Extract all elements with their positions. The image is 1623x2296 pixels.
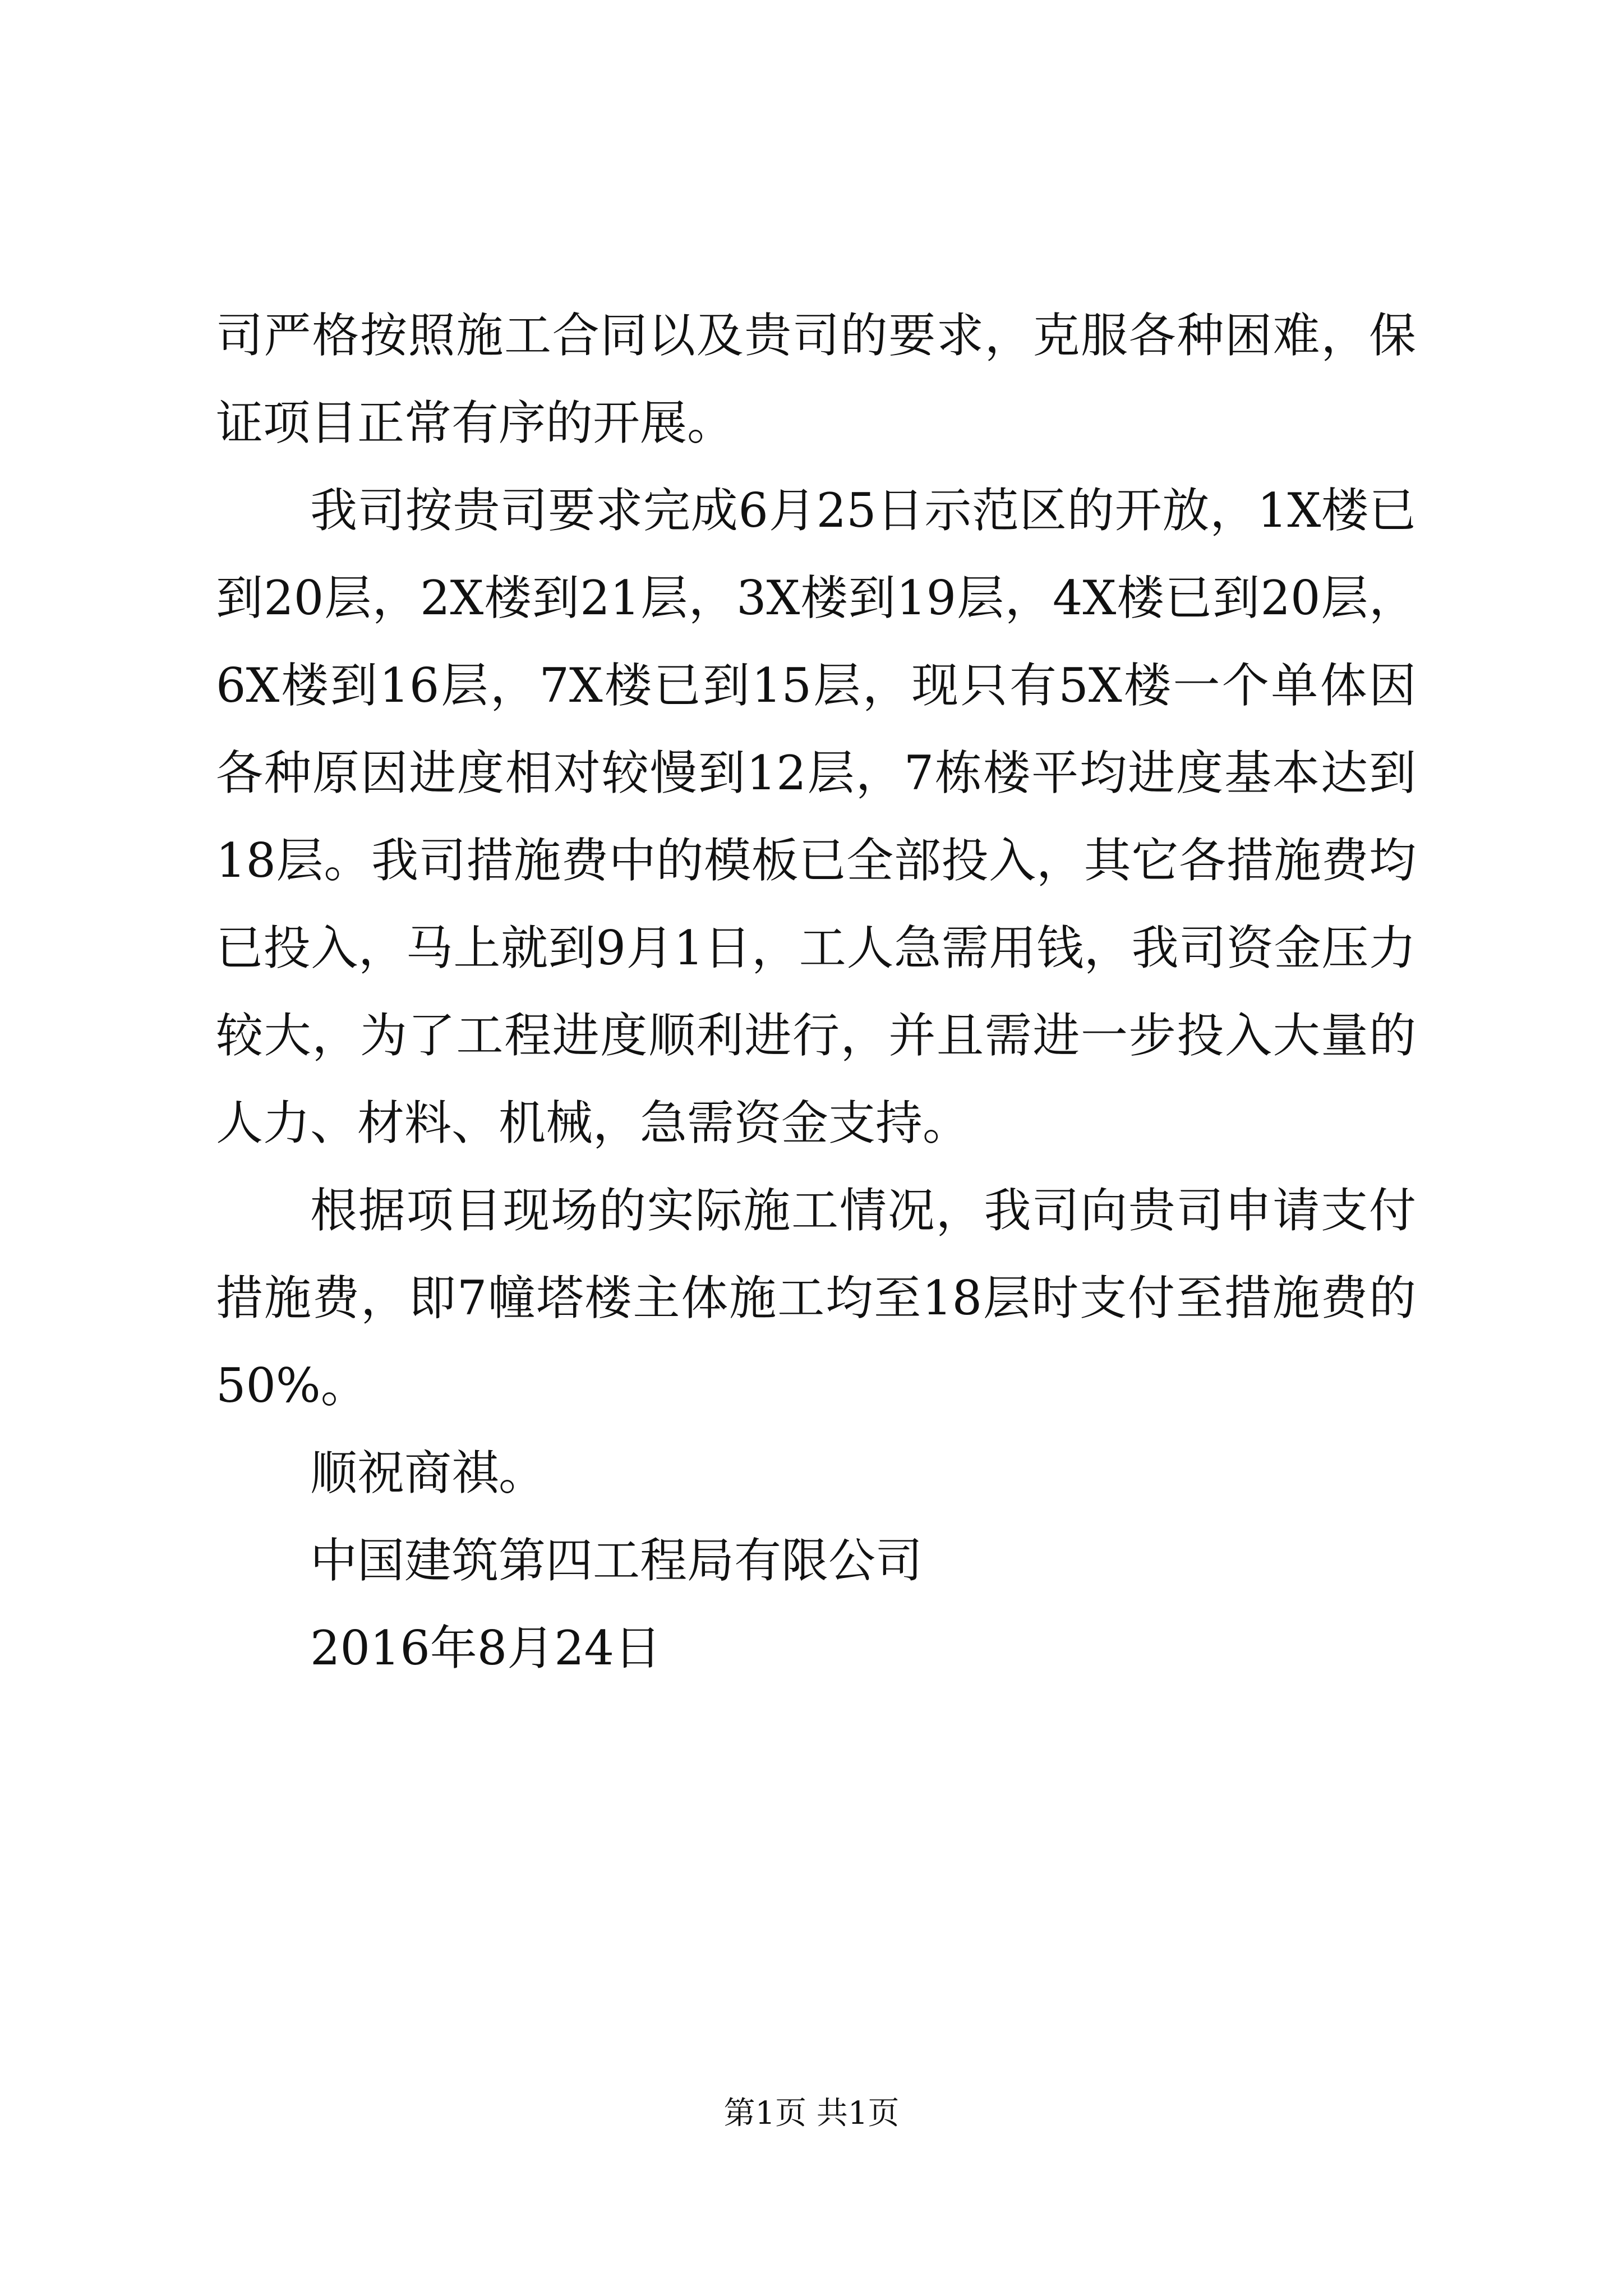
paragraph-progress: 我司按贵司要求完成6月25日示范区的开放，1X楼已到20层，2X楼到21层，3X楼到19层，4X楼已到20层，6X楼到16层，7X楼已到15层，现只有5X楼一个单体因各种原因进度相对较慢到12层，7栋楼平均进度基本达到18层。我司措施费中的模板已全部投入，其它各措施费均已投入，马上就到9月1日，工人急需用钱，我司资金压力较大，为了工程进度顺利进行，并且需进一步投入大量的人力、材料、机械，急需资金支持。 [216,483,1416,1151]
page-footer: 第1页 共1页 [723,2095,900,2132]
signature-company: 中国建筑第四工程局有限公司 [310,1533,923,1588]
document-body [216,292,1416,1692]
paragraph-continuation: 司严格按照施工合同以及贵司的要求，克服各种困难，保证项目正常有序的开展。 [216,308,1416,450]
signature-date: 2016年8月24日 [310,1621,662,1676]
closing-salutation: 顺祝商祺。 [310,1446,546,1501]
paragraph-request: 根据项目现场的实际施工情况，我司向贵司申请支付措施费，即7幢塔楼主体施工均至18层时支付至措施费的50%。 [216,1183,1416,1413]
